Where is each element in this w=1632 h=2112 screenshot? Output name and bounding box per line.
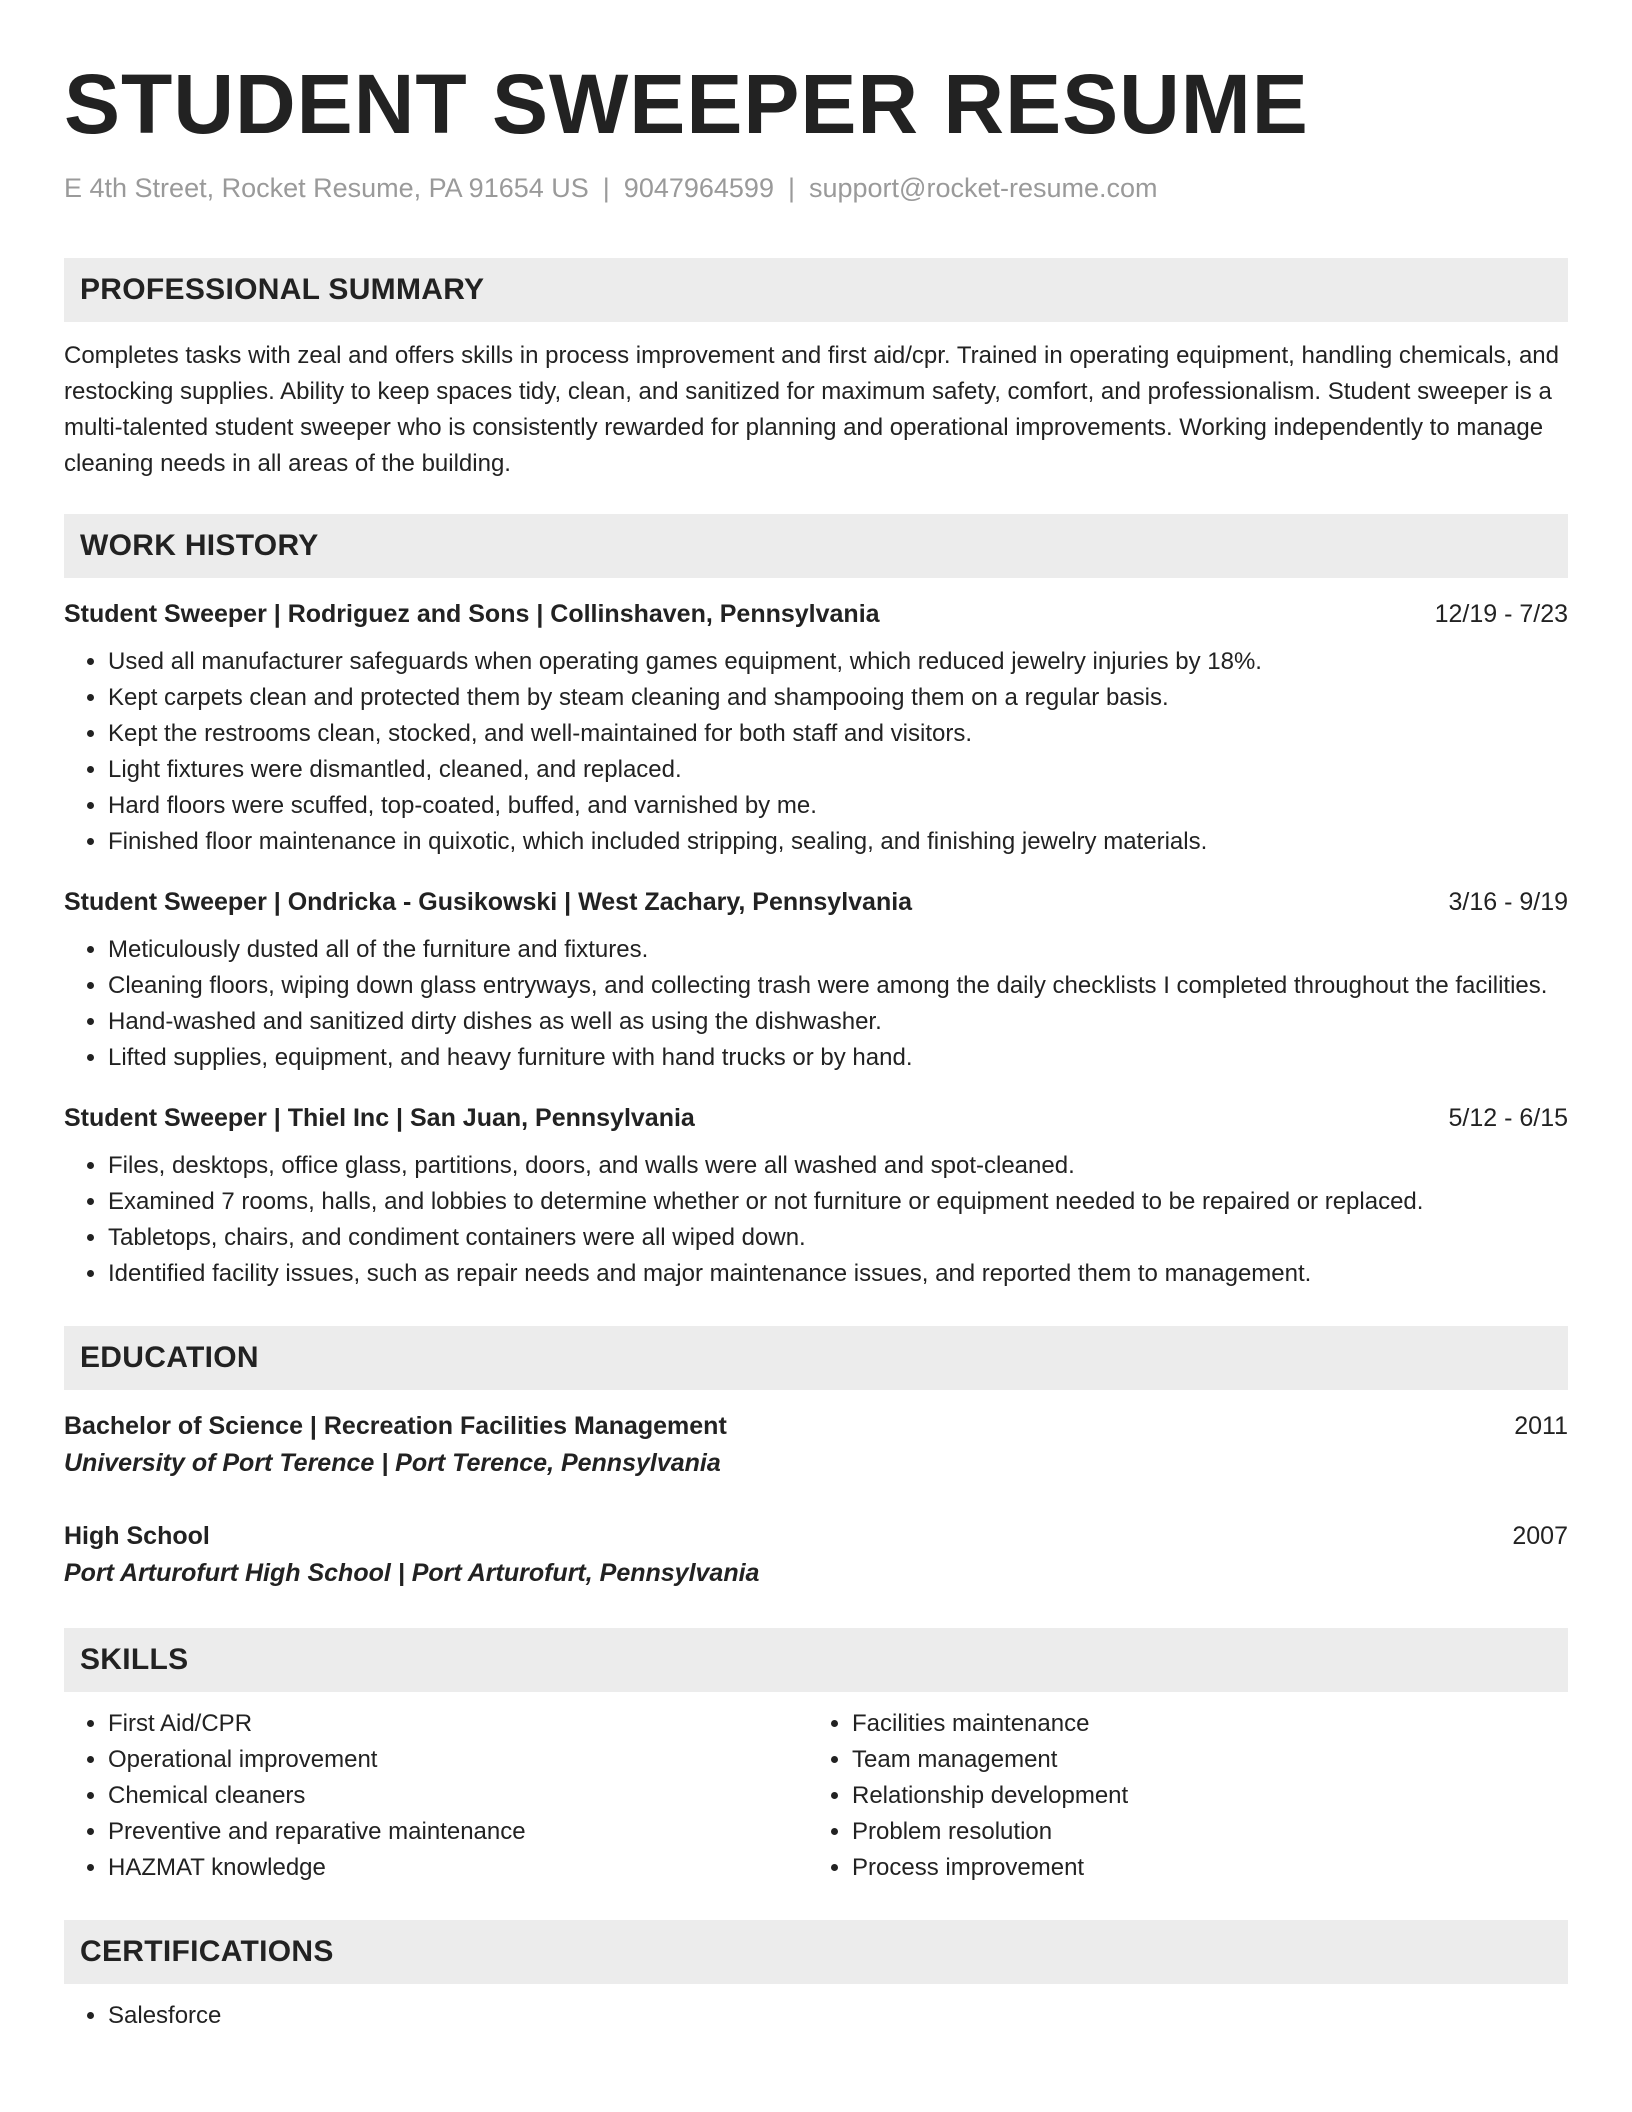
skill-item: • Preventive and reparative maintenance bbox=[108, 1814, 808, 1850]
education-header bbox=[64, 1518, 1568, 1554]
section-header-skills: SKILLS bbox=[64, 1628, 1568, 1692]
job-dates: 12/19 - 7/23 bbox=[1434, 600, 1568, 628]
job-bullet: • Files, desktops, office glass, partitions, doors, and walls were all washed and spot-cleaned. bbox=[108, 1148, 1568, 1184]
resume-title: STUDENT SWEEPER RESUME bbox=[64, 57, 1309, 151]
skill-item: • Chemical cleaners bbox=[108, 1778, 808, 1814]
job-title: Student Sweeper | Ondricka - Gusikowski | West Zachary, Pennsylvania bbox=[64, 888, 913, 916]
certifications-list bbox=[64, 1998, 1568, 2034]
contact-phone: 9047964599 bbox=[623, 173, 774, 203]
skill-item: • Relationship development bbox=[852, 1778, 1552, 1814]
job-bullet: • Finished floor maintenance in quixotic, which included stripping, sealing, and finishing jewelry materials. bbox=[108, 824, 1568, 860]
job-bullet: • Hand-washed and sanitized dirty dishes as well as using the dishwasher. bbox=[108, 1004, 1568, 1040]
job-bullet: • Tabletops, chairs, and condiment containers were all wiped down. bbox=[108, 1220, 1568, 1256]
section-header-education: EDUCATION bbox=[64, 1326, 1568, 1390]
education-school: Port Arturofurt High School | Port Arturofurt, Pennsylvania bbox=[64, 1559, 760, 1587]
certification-item: • Salesforce bbox=[108, 1998, 1568, 2034]
job-title: Student Sweeper | Rodriguez and Sons | Collinshaven, Pennsylvania bbox=[64, 600, 880, 628]
section-header-summary: PROFESSIONAL SUMMARY bbox=[64, 258, 1568, 322]
contact-line bbox=[64, 170, 1568, 206]
job-header bbox=[64, 1100, 1568, 1136]
skill-item: • Team management bbox=[852, 1742, 1552, 1778]
job-bullet: • Kept the restrooms clean, stocked, and well-maintained for both staff and visitors. bbox=[108, 716, 1568, 752]
education-header bbox=[64, 1408, 1568, 1444]
section-header-certifications: CERTIFICATIONS bbox=[64, 1920, 1568, 1984]
skill-item: • First Aid/CPR bbox=[108, 1706, 808, 1742]
job-bullet: • Cleaning floors, wiping down glass entryways, and collecting trash were among the daily checklists I completed throughout the facilities. bbox=[108, 968, 1568, 1004]
skill-item: • Operational improvement bbox=[108, 1742, 808, 1778]
job-dates: 3/16 - 9/19 bbox=[1448, 888, 1568, 916]
job-bullet: • Meticulously dusted all of the furniture and fixtures. bbox=[108, 932, 1568, 968]
skills-grid bbox=[64, 1706, 1568, 1886]
education-entry bbox=[64, 1408, 1568, 1482]
job-entry bbox=[64, 884, 1568, 1076]
skill-item: • Problem resolution bbox=[852, 1814, 1552, 1850]
contact-address: E 4th Street, Rocket Resume, PA 91654 US bbox=[64, 173, 589, 203]
job-bullets bbox=[64, 1148, 1568, 1292]
job-bullet: • Identified facility issues, such as repair needs and major maintenance issues, and reported them to management. bbox=[108, 1256, 1568, 1292]
job-bullet: • Examined 7 rooms, halls, and lobbies to determine whether or not furniture or equipment needed to be repaired or replaced. bbox=[108, 1184, 1568, 1220]
education-entry bbox=[64, 1518, 1568, 1592]
summary-text: Completes tasks with zeal and offers skills in process improvement and first aid/cpr. Trained in operating equipment, handling chemicals, and restocking supplies. Ability to keep spaces tidy, clean, and sanitized for maximum safety, comfort, and professionalism. Student sweeper is a multi-talented student sweeper who is consistently rewarded for planning and operational improvements. Working independently to manage cleaning needs in all areas of the building. bbox=[64, 342, 1559, 477]
job-bullet: • Lifted supplies, equipment, and heavy furniture with hand trucks or by hand. bbox=[108, 1040, 1568, 1076]
education-school: University of Port Terence | Port Terence, Pennsylvania bbox=[64, 1449, 721, 1477]
job-header bbox=[64, 596, 1568, 632]
job-bullets bbox=[64, 644, 1568, 860]
job-bullets bbox=[64, 932, 1568, 1076]
education-year: 2011 bbox=[1514, 1412, 1568, 1440]
section-header-work-history: WORK HISTORY bbox=[64, 514, 1568, 578]
job-bullet: • Kept carpets clean and protected them by steam cleaning and shampooing them on a regular basis. bbox=[108, 680, 1568, 716]
education-degree: High School bbox=[64, 1522, 210, 1550]
job-entry bbox=[64, 596, 1568, 860]
skill-item: • Facilities maintenance bbox=[852, 1706, 1552, 1742]
contact-separator: | bbox=[602, 173, 610, 203]
contact-separator: | bbox=[787, 173, 795, 203]
skill-item: • HAZMAT knowledge bbox=[108, 1850, 808, 1886]
skills-column-left bbox=[64, 1706, 808, 1886]
skill-item: • Process improvement bbox=[852, 1850, 1552, 1886]
resume-page bbox=[64, 56, 1568, 2034]
job-dates: 5/12 - 6/15 bbox=[1448, 1104, 1568, 1132]
job-bullet: • Hard floors were scuffed, top-coated, buffed, and varnished by me. bbox=[108, 788, 1568, 824]
skills-column-right bbox=[808, 1706, 1552, 1886]
job-header bbox=[64, 884, 1568, 920]
contact-email: support@rocket-resume.com bbox=[808, 173, 1158, 203]
job-entry bbox=[64, 1100, 1568, 1292]
education-degree: Bachelor of Science | Recreation Facilities Management bbox=[64, 1412, 727, 1440]
job-title: Student Sweeper | Thiel Inc | San Juan, Pennsylvania bbox=[64, 1104, 695, 1132]
education-year: 2007 bbox=[1512, 1522, 1568, 1550]
job-bullet: • Used all manufacturer safeguards when operating games equipment, which reduced jewelry injuries by 18%. bbox=[108, 644, 1568, 680]
job-bullet: • Light fixtures were dismantled, cleaned, and replaced. bbox=[108, 752, 1568, 788]
